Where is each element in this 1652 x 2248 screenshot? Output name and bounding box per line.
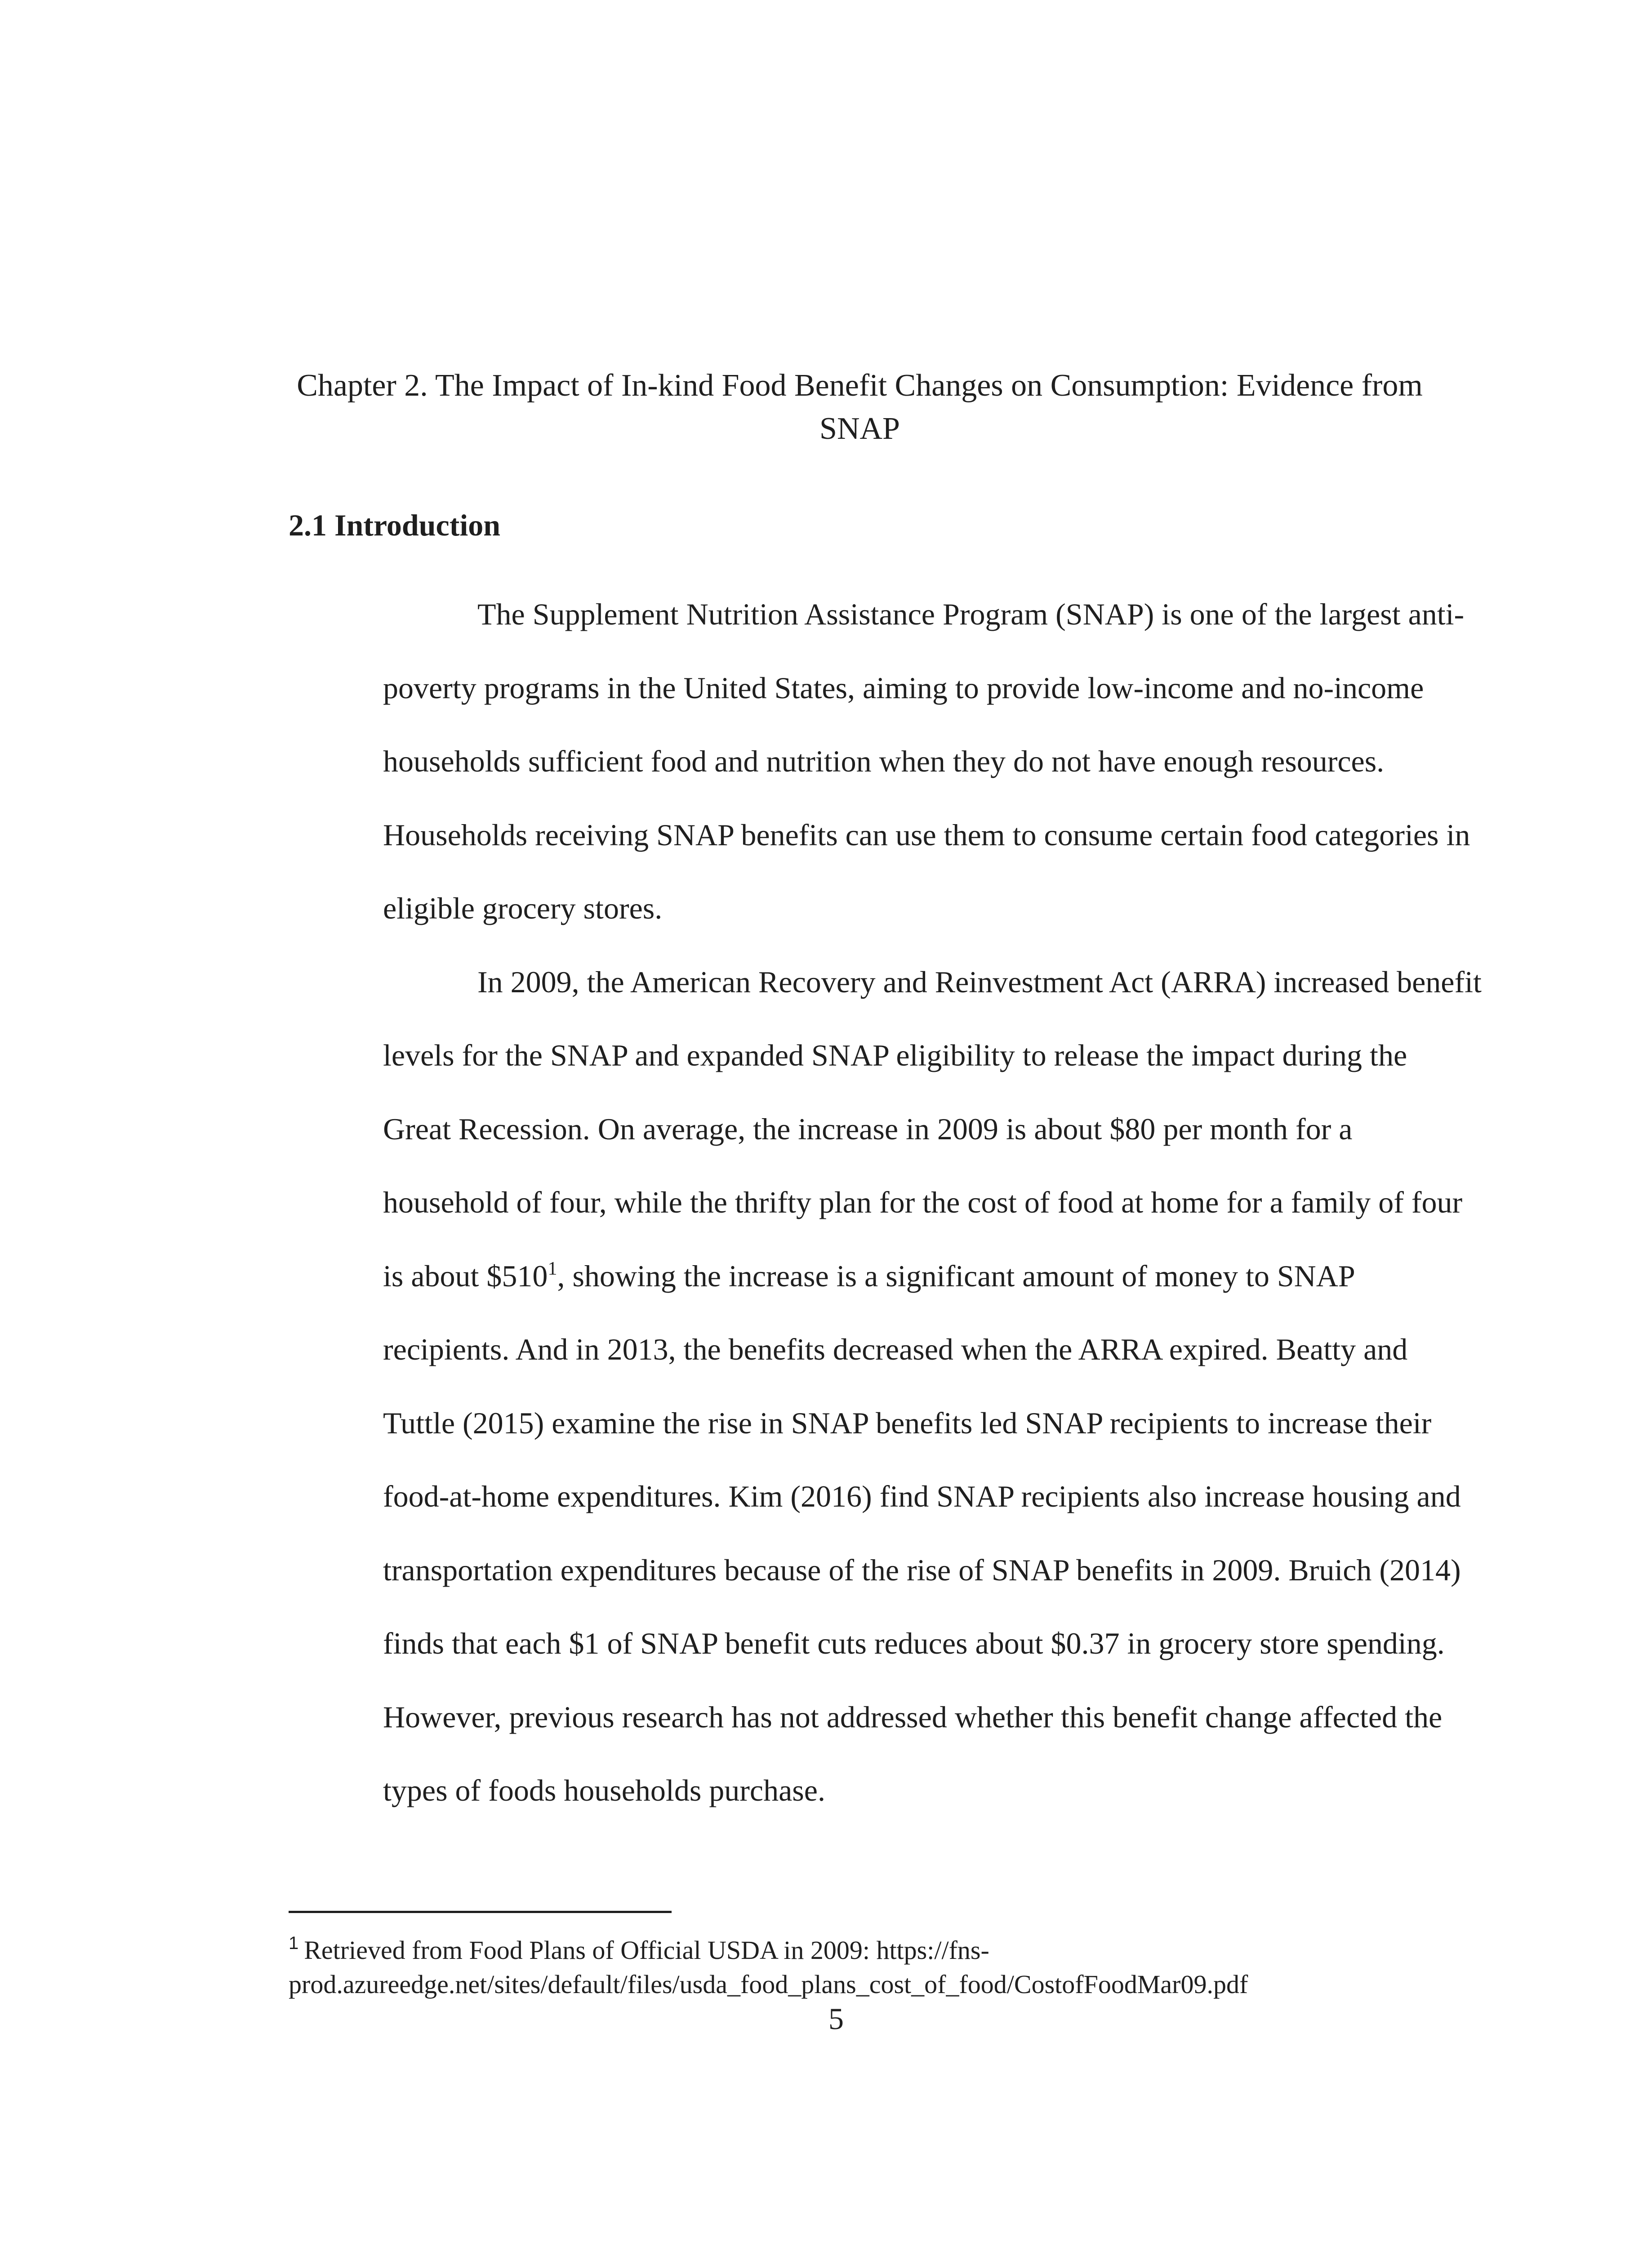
chapter-title-line-2: SNAP (819, 411, 900, 446)
body-text (289, 578, 1482, 1828)
paragraph-2-footnote-line (289, 1240, 1439, 1313)
paragraph-2-line: types of foods households purchase. (383, 1773, 825, 1807)
paragraph-1 (289, 578, 1470, 946)
paragraph-1-line: The Supplement Nutrition Assistance Program (SNAP) is one of the largest anti- (477, 597, 1465, 631)
paragraph-2-line: finds that each $1 of SNAP benefit cuts reduces about $0.37 in grocery store spending. (383, 1626, 1445, 1660)
chapter-title-line-1: Chapter 2. The Impact of In-kind Food Benefit Changes on Consumption: Evidence from (297, 368, 1423, 403)
paragraph-1-line: eligible grocery stores. (383, 891, 663, 925)
page-number: 5 (828, 2002, 844, 2036)
chapter-title (270, 364, 1450, 450)
paragraph-2-line: In 2009, the American Recovery and Reinvestment Act (ARRA) increased benefit (477, 964, 1482, 999)
paragraph-2 (289, 946, 1482, 1828)
paragraph-1-line: poverty programs in the United States, aiming to provide low-income and no-income (383, 670, 1424, 705)
paragraph-2-line: recipients. And in 2013, the benefits decreased when the ARRA expired. Beatty and (383, 1332, 1408, 1366)
footnote-line-1 (289, 1933, 1457, 1967)
paragraph-2-line: Tuttle (2015) examine the rise in SNAP benefits led SNAP recipients to increase their (383, 1405, 1432, 1440)
paragraph-1-line: Households receiving SNAP benefits can use them to consume certain food categories in (383, 817, 1470, 852)
footnote-line-after: , showing the increase is a significant amount of money to SNAP (557, 1258, 1355, 1293)
paragraph-1-line: households sufficient food and nutrition when they do not have enough resources. (383, 744, 1385, 778)
section-heading: 2.1 Introduction (289, 508, 501, 542)
footnote-line-before: is about $510 (383, 1258, 548, 1293)
footnote-reference[interactable]: 1 (548, 1258, 557, 1279)
paragraph-2-line: levels for the SNAP and expanded SNAP eligibility to release the impact during the (383, 1038, 1407, 1072)
paragraph-2-line: However, previous research has not addressed whether this benefit change affected the (383, 1699, 1443, 1734)
paragraph-2-line: household of four, while the thrifty plan for the cost of food at home for a family of four (383, 1185, 1463, 1219)
paragraph-2-line: food-at-home expenditures. Kim (2016) find SNAP recipients also increase housing and (383, 1479, 1461, 1513)
footnote-text-1: Retrieved from Food Plans of Official USDA in 2009: https://fns- (304, 1936, 989, 1965)
footnote-separator (289, 1911, 672, 1913)
footnote-url[interactable]: prod.azureedge.net/sites/default/files/usda_food_plans_cost_of_food/CostofFoodMar09.pdf (289, 1970, 1248, 1999)
footnote-marker: 1 (289, 1933, 299, 1953)
footnote (289, 1933, 1457, 2002)
paragraph-2-line: Great Recession. On average, the increase in 2009 is about $80 per month for a (383, 1111, 1353, 1146)
paragraph-2-line: transportation expenditures because of the rise of SNAP benefits in 2009. Bruich (2014) (383, 1552, 1461, 1587)
